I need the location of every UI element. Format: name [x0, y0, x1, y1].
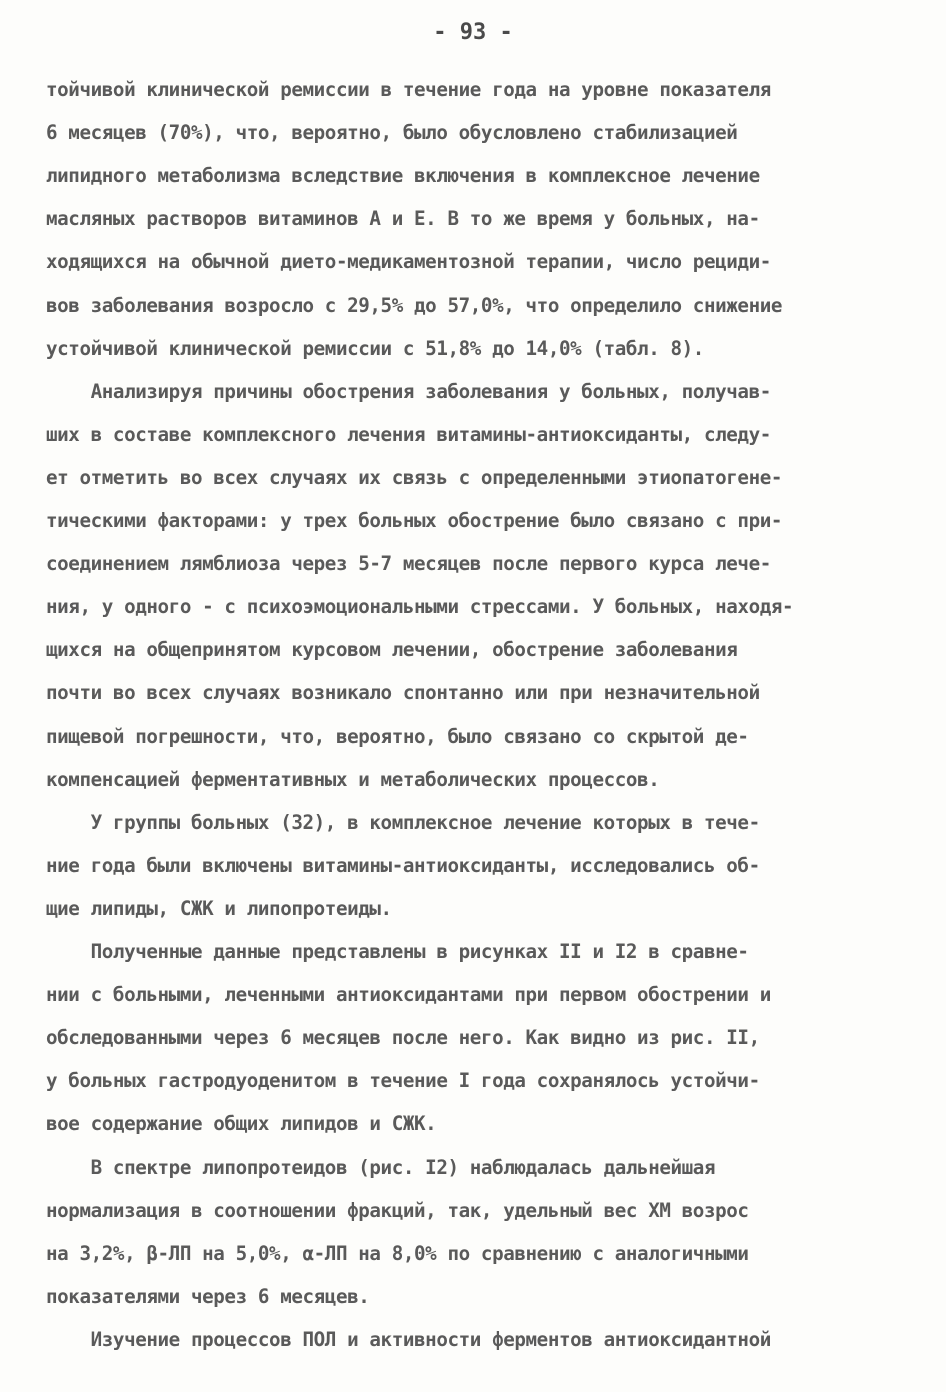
text-line: тойчивой клинической ремиссии в течение года на уровне показателя — [46, 78, 771, 101]
text-line: Полученные данные представлены в рисунках II и I2 в сравне- — [46, 940, 749, 963]
text-line: обследованными через 6 месяцев после него. Как видно из рис. II, — [46, 1026, 760, 1050]
text-line: ет отметить во всех случаях их связь с определенными этиопатогене- — [46, 465, 783, 489]
text-line: вое содержание общих липидов и СЖК. — [46, 1112, 437, 1136]
text-line: щие липиды, СЖК и липопротеиды. — [46, 896, 392, 920]
text-line: почти во всех случаях возникало спонтанно или при незначительной — [46, 681, 760, 705]
text-line: у больных гастродуоденитом в течение I года сохранялось устойчи- — [46, 1069, 760, 1093]
text-line: У группы больных (32), в комплексное лечение которых в тече- — [46, 810, 760, 834]
text-line: нии с больными, леченными антиоксидантами при первом обострении и — [46, 983, 771, 1007]
text-line: масляных растворов витаминов А и Е. В то же время у больных, на- — [46, 207, 760, 231]
text-line: показателями через 6 месяцев. — [46, 1284, 370, 1308]
text-line: устойчивой клинической ремиссии с 51,8% до 14,0% (табл. 8). — [46, 336, 704, 360]
text-line: тическими факторами: у трех больных обострение было связано с при- — [46, 509, 783, 532]
text-line: Анализируя причины обострения заболевания у больных, получав- — [46, 379, 771, 403]
text-line: компенсацией ферментативных и метаболических процессов. — [46, 767, 660, 791]
text-line: нормализация в соотношении фракций, так, удельный вес ХМ возрос — [46, 1198, 749, 1222]
text-line: на 3,2%, β-ЛП на 5,0%, α-ЛП на 8,0% по сравнению с аналогичными — [46, 1241, 749, 1265]
text-line: липидного метаболизма вследствие включения в комплексное лечение — [46, 164, 760, 188]
text-line: ходящихся на обычной дието-медикаментозной терапии, число рециди- — [46, 250, 771, 274]
text-line: соединением лямблиоза через 5-7 месяцев после первого курса лече- — [46, 552, 771, 576]
text-line: Изучение процессов ПОЛ и активности ферментов антиоксидантной — [46, 1327, 771, 1351]
text-line: пищевой погрешности, что, вероятно, было связано со скрытой де- — [46, 724, 749, 748]
text-line: 6 месяцев (70%), что, вероятно, было обусловлено стабилизацией — [46, 121, 738, 145]
page-number: - 93 - — [433, 20, 513, 45]
text-line: щихся на общепринятом курсовом лечении, обострение заболевания — [46, 638, 738, 662]
text-line: ших в составе комплексного лечения витамины-антиоксиданты, следу- — [46, 422, 771, 446]
text-line: ние года были включены витамины-антиоксиданты, исследовались об- — [46, 853, 760, 877]
text-line: вов заболевания возросло с 29,5% до 57,0%, что определило снижение — [46, 293, 783, 317]
text-line: ния, у одного - с психоэмоциональными стрессами. У больных, находя- — [46, 595, 794, 619]
text-line: В спектре липопротеидов (рис. I2) наблюдалась дальнейшая — [46, 1155, 716, 1179]
